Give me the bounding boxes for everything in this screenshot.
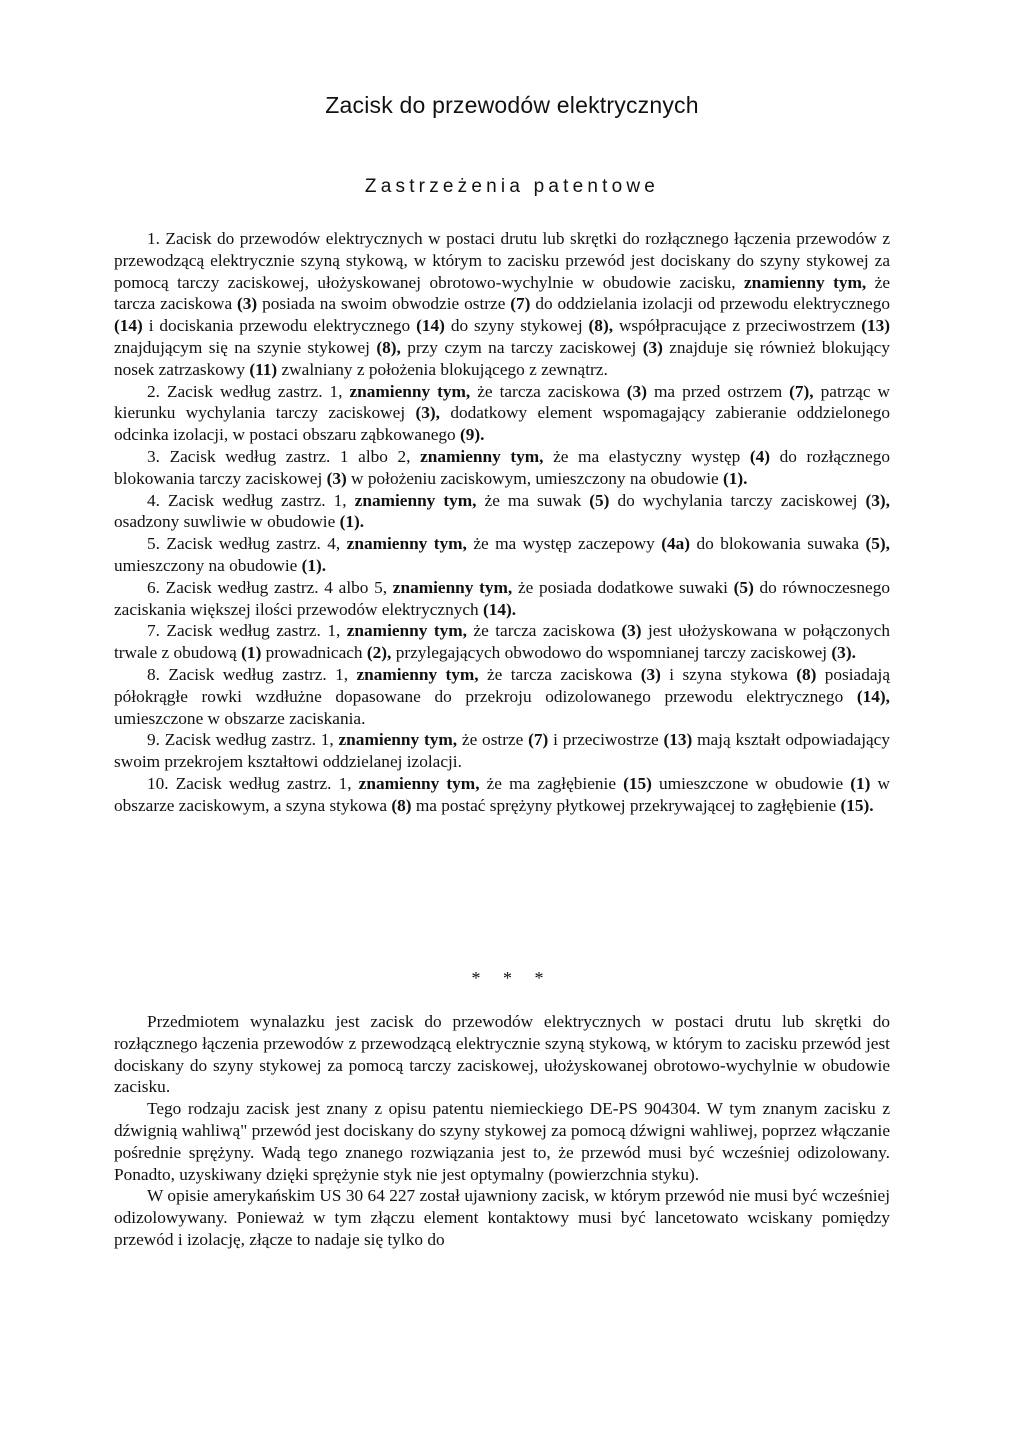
claim-emphasis: (1): [850, 773, 871, 793]
claim-9: 9. Zacisk według zastrz. 1, znamienny tym, że ostrze (7) i przeciwostrze (13) mają kształt odpowiadający swoim przekrojem kształtowi oddzielanej izolacji.: [114, 730, 890, 772]
claim-emphasis: znamienny tym,: [346, 534, 467, 554]
claim-emphasis: (1).: [722, 468, 748, 488]
claim-emphasis: (14).: [483, 599, 517, 619]
claim-emphasis: znamienny tym,: [420, 446, 544, 466]
claim-emphasis: (4a): [661, 534, 691, 554]
claim-7: 7. Zacisk według zastrz. 1, znamienny tym, że tarcza zaciskowa (3) jest ułożyskowana w połączonych trwale z obudową (1) prowadnicach (2), przylegających obwodowo do wspomnianej tarczy zaciskowej (3).: [114, 621, 890, 663]
claim-emphasis: znamienny tym,: [349, 381, 471, 401]
description-body: [114, 1011, 890, 1251]
claim-emphasis: (3): [640, 664, 661, 684]
claim-emphasis: (5),: [865, 534, 891, 554]
claim-emphasis: (8): [796, 664, 817, 684]
claim-emphasis: (14): [416, 316, 445, 336]
claim-emphasis: znamienny tym,: [356, 664, 479, 684]
claim-8: 8. Zacisk według zastrz. 1, znamienny tym, że tarcza zaciskowa (3) i szyna stykowa (8) posiadają półokrągłe rowki wzdłużne dopasowane do przekroju odizolowanego przewodu elektrycznego (14), umieszczone w obszarze zaciskania.: [114, 664, 890, 728]
document-title: Zacisk do przewodów elektrycznych: [325, 92, 699, 118]
description-paragraph-3: W opisie amerykańskim US 30 64 227 został ujawniony zacisk, w którym przewód nie musi być wcześniej odizolowywany. Ponieważ w tym złączu element kontaktowy musi być lancetowato wciskany pomiędzy przewód i izolację, złącze to nadaje się tylko do: [114, 1186, 890, 1249]
claim-emphasis: (9).: [459, 425, 485, 445]
claim-emphasis: (7): [510, 294, 531, 314]
claim-emphasis: (1): [241, 643, 262, 663]
claim-emphasis: (8),: [588, 316, 614, 336]
claim-emphasis: (14): [114, 316, 143, 336]
claim-10: 10. Zacisk według zastrz. 1, znamienny tym, że ma zagłębienie (15) umieszczone w obudowie (1) w obszarze zaciskowym, a szyna stykowa (8) ma postać sprężyny płytkowej przekrywającej to zagłębienie (15).: [114, 773, 890, 815]
claim-emphasis: znamienny tym,: [354, 490, 477, 510]
claim-emphasis: (13): [861, 316, 891, 336]
claim-emphasis: znamienny tym,: [338, 730, 458, 750]
claim-emphasis: znamienny tym,: [358, 773, 480, 793]
claim-6: 6. Zacisk według zastrz. 4 albo 5, znamienny tym, że posiada dodatkowe suwaki (5) do równoczesnego zaciskania większej ilości przewodów elektrycznych (14).: [114, 577, 890, 619]
claim-emphasis: (3): [621, 621, 642, 641]
claim-1: 1. Zacisk do przewodów elektrycznych w postaci drutu lub skrętki do rozłącznego łączenia przewodów z przewodzącą elektrycznie szyną stykową, w którym to zacisku przewód jest dociskany do szyny stykowej za pomocą tarczy zaciskowej, ułożyskowanej obrotowo-wychylnie w obudowie zacisku, znamienny tym, że tarcza zaciskowa (3) posiada na swoim obwodzie ostrze (7) do oddzielania izolacji od przewodu elektrycznego (14) i dociskania przewodu elektrycznego (14) do szyny stykowej (8), współpracujące z przeciwostrzem (13) znajdującym się na szynie stykowej (8), przy czym na tarczy zaciskowej (3) znajduje się również blokujący nosek zatrzaskowy (11) zwalniany z położenia blokującego z zewnątrz.: [114, 229, 891, 379]
claim-emphasis: (15): [623, 773, 652, 793]
claim-emphasis: (11): [249, 359, 278, 379]
claim-emphasis: (2),: [366, 643, 392, 663]
claim-emphasis: (5): [733, 577, 754, 597]
claim-4: 4. Zacisk według zastrz. 1, znamienny tym, że ma suwak (5) do wychylania tarczy zaciskowej (3), osadzony suwliwie w obudowie (1).: [114, 490, 890, 532]
claim-5: 5. Zacisk według zastrz. 4, znamienny tym, że ma występ zaczepowy (4a) do blokowania suwaka (5), umieszczony na obudowie (1).: [114, 534, 891, 575]
claim-emphasis: (8): [391, 795, 412, 815]
claim-emphasis: (3): [642, 337, 663, 357]
claim-emphasis: (4): [749, 446, 771, 466]
claim-emphasis: (3): [626, 381, 647, 401]
claim-emphasis: znamienny tym,: [743, 272, 867, 292]
claim-emphasis: (8),: [376, 337, 401, 357]
claims-list: [114, 228, 890, 817]
claim-emphasis: (3): [237, 294, 258, 314]
claim-emphasis: (15).: [840, 795, 874, 815]
claim-emphasis: (13): [663, 730, 693, 750]
claim-emphasis: (1).: [301, 555, 327, 575]
description-paragraph-2: Tego rodzaju zacisk jest znany z opisu patentu niemieckiego DE-PS 904304. W tym znanym zacisku z dźwignią wahliwą" przewód jest dociskany do szyny stykowej za pomocą dźwigni wahliwej, poprzez włączanie pośrednie sprężyny. Wadą tego znanego rozwiązania jest to, że przewód musi być wcześniej odizolowany. Ponadto, uzyskiwany dzięki sprężynie styk nie jest optymalny (powierzchnia styku).: [114, 1099, 890, 1184]
claim-emphasis: (5): [589, 490, 610, 510]
claim-emphasis: (14),: [856, 686, 890, 706]
claim-2: 2. Zacisk według zastrz. 1, znamienny tym, że tarcza zaciskowa (3) ma przed ostrzem (7), patrząc w kierunku wychylania tarczy zaciskowej (3), dodatkowy element wspomagający zabieranie oddzielonego odcinka izolacji, w postaci obszaru ząbkowanego (9).: [114, 381, 890, 445]
claim-emphasis: (3).: [831, 643, 856, 663]
claim-emphasis: znamienny tym,: [392, 577, 513, 597]
claim-emphasis: (7),: [789, 381, 814, 401]
claim-emphasis: znamienny tym,: [346, 621, 467, 641]
section-separator: * * *: [471, 968, 553, 988]
claim-3: 3. Zacisk według zastrz. 1 albo 2, znamienny tym, że ma elastyczny występ (4) do rozłącznego blokowania tarczy zaciskowej (3) w położeniu zaciskowym, umieszczony na obudowie (1).: [114, 446, 890, 488]
claim-emphasis: (3),: [865, 490, 890, 510]
claims-heading: Zastrzeżenia patentowe: [364, 176, 660, 197]
claim-emphasis: (1).: [339, 512, 365, 532]
description-paragraph-1: Przedmiotem wynalazku jest zacisk do przewodów elektrycznych w postaci drutu lub skrętki do rozłącznego łączenia przewodów z przewodzącą elektrycznie szyną stykową, w którym to zacisku przewód jest dociskany do szyny stykowej za pomocą tarczy zaciskowej, ułożyskowanej obrotowo-wychylnie w obudowie zacisku.: [114, 1012, 890, 1097]
claim-emphasis: (7): [528, 730, 549, 750]
claim-emphasis: (3): [326, 468, 347, 488]
claim-emphasis: (3),: [415, 403, 440, 423]
